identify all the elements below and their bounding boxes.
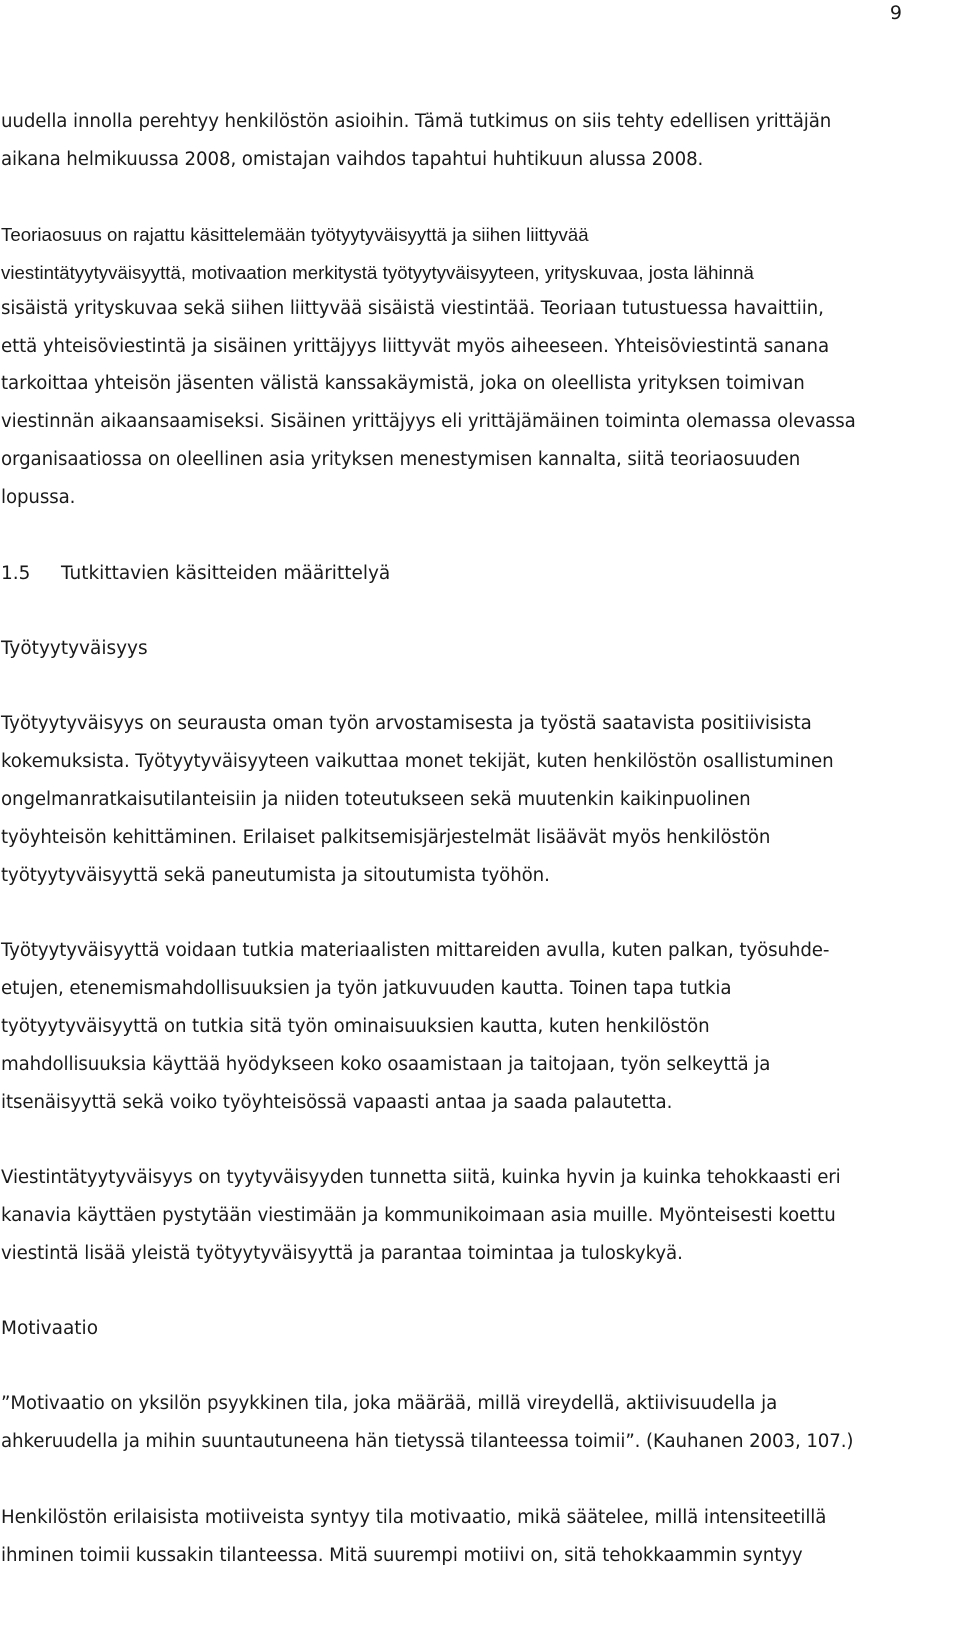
text-line: että yhteisöviestintä ja sisäinen yrittäjyys liittyvät myös aiheeseen. Yhteisöviestintä sanana bbox=[1, 336, 829, 357]
text-line: viestintä lisää yleistä työtyytyväisyyttä ja parantaa toimintaa ja tuloskykyä. bbox=[1, 1243, 683, 1264]
text-line: uudella innolla perehtyy henkilöstön asioihin. Tämä tutkimus on siis tehty edellisen yrittäjän bbox=[1, 111, 832, 132]
section-title: Tutkittavien käsitteiden määrittelyä bbox=[61, 563, 391, 584]
section-heading bbox=[1, 562, 390, 586]
text-line: työyhteisön kehittäminen. Erilaiset palkitsemisjärjestelmät lisäävät myös henkilöstön bbox=[1, 827, 771, 848]
text-line: mahdollisuuksia käyttää hyödykseen koko osaamistaan ja taitojaan, työn selkeyttä ja bbox=[1, 1054, 771, 1075]
text-line: ongelmanratkaisutilanteisiin ja niiden toteutukseen sekä muutenkin kaikinpuolinen bbox=[1, 789, 751, 810]
text-line: Teoriaosuus on rajattu käsittelemään työtyytyväisyyttä ja siihen liittyvää bbox=[1, 224, 589, 245]
text-line: organisaatiossa on oleellinen asia yrityksen menestymisen kannalta, siitä teoriaosuuden bbox=[1, 449, 801, 470]
page-number: 9 bbox=[889, 2, 902, 24]
section-number: 1.5 bbox=[1, 563, 31, 584]
text-line: ahkeruudella ja mihin suuntautuneena hän tietyssä tilanteessa toimii”. (Kauhanen 2003, 107.) bbox=[1, 1431, 854, 1452]
subheading-motivaatio: Motivaatio bbox=[1, 1318, 99, 1339]
text-line: Henkilöstön erilaisista motiiveista syntyy tila motivaatio, mikä säätelee, millä intensiteetillä bbox=[1, 1507, 827, 1528]
text-line: kokemuksista. Työtyytyväisyyteen vaikuttaa monet tekijät, kuten henkilöstön osallistuminen bbox=[1, 751, 834, 772]
text-line: viestinnän aikaansaamiseksi. Sisäinen yrittäjyys eli yrittäjämäinen toiminta olemassa olevassa bbox=[1, 411, 856, 432]
text-line: viestintätyytyväisyyttä, motivaation merkitystä työtyytyväisyyteen, yrityskuvaa, josta lähinnä bbox=[1, 262, 754, 283]
text-line: ihminen toimii kussakin tilanteessa. Mitä suurempi motiivi on, sitä tehokkaammin syntyy bbox=[1, 1545, 803, 1566]
text-line: Viestintätyytyväisyys on tyytyväisyyden tunnetta siitä, kuinka hyvin ja kuinka tehokkaasti eri bbox=[1, 1167, 841, 1188]
text-line: etujen, etenemismahdollisuuksien ja työn jatkuvuuden kautta. Toinen tapa tutkia bbox=[1, 978, 732, 999]
text-line: Työtyytyväisyys on seurausta oman työn arvostamisesta ja työstä saatavista positiivisista bbox=[1, 713, 812, 734]
text-line: työtyytyväisyyttä sekä paneutumista ja sitoutumista työhön. bbox=[1, 865, 550, 886]
text-line: kanavia käyttäen pystytään viestimään ja kommunikoimaan asia muille. Myönteisesti koettu bbox=[1, 1205, 836, 1226]
text-line: työtyytyväisyyttä on tutkia sitä työn ominaisuuksien kautta, kuten henkilöstön bbox=[1, 1016, 710, 1037]
text-line: tarkoittaa yhteisön jäsenten välistä kanssakäymistä, joka on oleellista yrityksen toimivan bbox=[1, 373, 805, 394]
text-line: itsenäisyyttä sekä voiko työyhteisössä vapaasti antaa ja saada palautetta. bbox=[1, 1092, 673, 1113]
text-line: aikana helmikuussa 2008, omistajan vaihdos tapahtui huhtikuun alussa 2008. bbox=[1, 149, 704, 170]
text-line: ”Motivaatio on yksilön psyykkinen tila, joka määrää, millä vireydellä, aktiivisuudella ja bbox=[1, 1393, 778, 1414]
text-line: Työtyytyväisyyttä voidaan tutkia materiaalisten mittareiden avulla, kuten palkan, työsuhde- bbox=[1, 940, 830, 961]
text-line: sisäistä yrityskuvaa sekä siihen liittyvää sisäistä viestintää. Teoriaan tutustuessa havaittiin, bbox=[1, 298, 824, 319]
text-line: lopussa. bbox=[1, 487, 76, 508]
subheading-tyotyytyvaisyys: Työtyytyväisyys bbox=[1, 638, 148, 659]
